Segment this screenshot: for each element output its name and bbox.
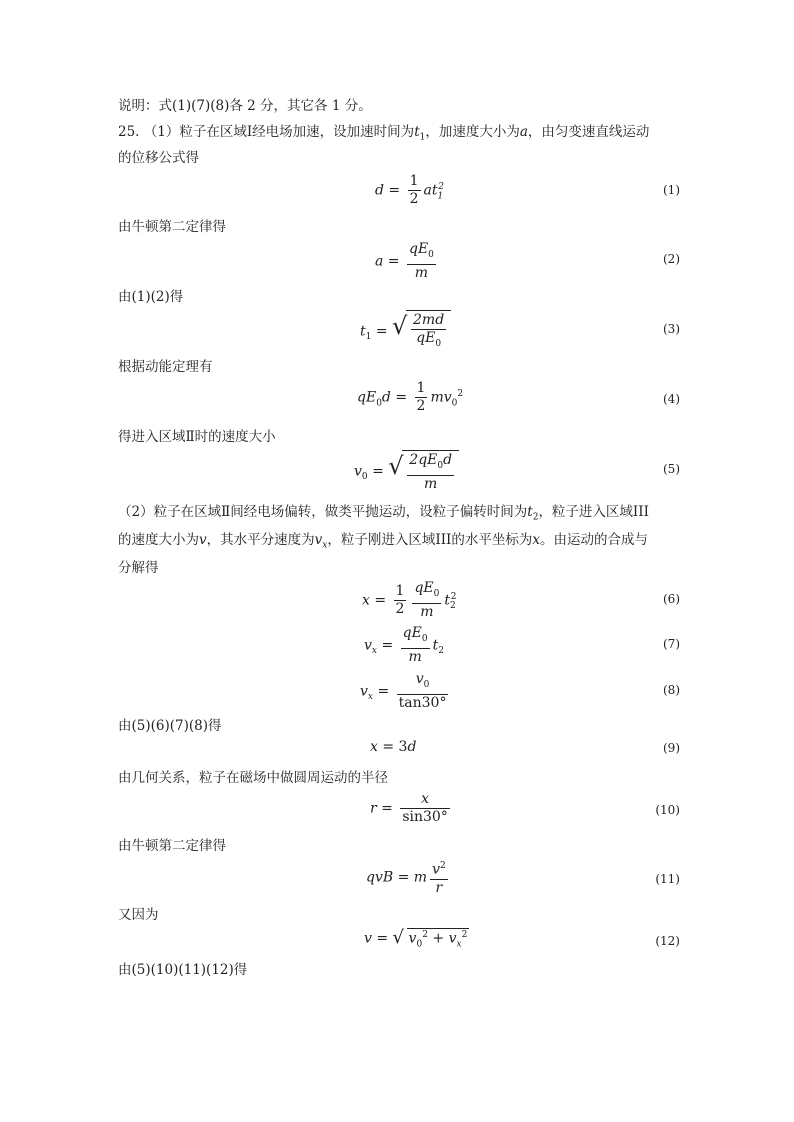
equation-10: r = $\frac{x}{\sin 30^\circ}$	[370, 791, 448, 825]
equation-number-4: (4)	[663, 392, 680, 406]
equation-8: $v_x$ = $\frac{v_0}{\tan 30^\circ}$	[360, 671, 447, 711]
equation-number-11: (11)	[655, 872, 680, 886]
scoring-note: 说明：式(1)(7)(8)各 2 分，其它各 1 分。	[118, 98, 372, 114]
equation-2: a = $\frac{qE_0}{m}$	[375, 241, 434, 281]
equation-number-5: (5)	[663, 462, 680, 476]
equation-1: d = $\frac{1}{2}$ $at_1^2$	[375, 173, 444, 207]
text-line: 根据动能定理有	[118, 359, 213, 375]
equation-5: $v_0$ = √ $\frac{2qE_0d}{m}$	[354, 450, 459, 493]
equation-number-2: (2)	[663, 252, 680, 266]
problem-25-intro: 25. （1）粒子在区域Ⅰ经电场加速，设加速时间为$t_1$，加速度大小为a，由匀变速直线运动	[118, 124, 650, 143]
equation-6: x = $\frac{1}{2}$ $\frac{qE_0}{m}$ $t_2^2$	[362, 580, 457, 620]
equation-number-10: (10)	[655, 803, 680, 817]
text-line: 由牛顿第二定律得	[118, 219, 226, 235]
equation-4: $qE_0d$ = $\frac{1}{2}$ $mv_0^2$	[357, 380, 464, 414]
equation-3: $t_1$ = √ $\frac{2md}{qE_0}$	[360, 310, 451, 353]
equation-number-7: (7)	[663, 637, 680, 651]
equation-11: qvB = m $\frac{v^2}{r}$	[366, 858, 451, 897]
equation-number-6: (6)	[663, 592, 680, 606]
text-line: 的速度大小为v，其水平分速度为$v_x$，粒子刚进入区域III的水平坐标为x。由运动的合成与	[118, 532, 648, 551]
equation-9: x = 3d	[370, 739, 417, 755]
text-line: 得进入区域Ⅱ时的速度大小	[118, 429, 276, 445]
equation-number-9: (9)	[663, 741, 680, 755]
equation-number-8: (8)	[663, 683, 680, 697]
text-line: 分解得	[118, 560, 159, 576]
equation-7: $v_x$ = $\frac{qE_0}{m}$ $t_2$	[364, 625, 444, 665]
text-line: 由(1)(2)得	[118, 289, 184, 305]
equation-number-1: (1)	[663, 183, 680, 197]
equation-12: v = √ $v_0^2 + v_x^2$	[364, 927, 468, 950]
text-line: 由(5)(6)(7)(8)得	[118, 718, 222, 734]
equation-number-12: (12)	[655, 934, 680, 948]
text-line: 又因为	[118, 907, 159, 923]
equation-number-3: (3)	[663, 322, 680, 336]
text-line: 由几何关系，粒子在磁场中做圆周运动的半径	[118, 770, 388, 786]
part-2-intro: （2）粒子在区域Ⅱ间经电场偏转，做类平抛运动，设粒子偏转时间为$t_2$，粒子进入区域III	[118, 504, 649, 523]
text-line: 的位移公式得	[118, 150, 199, 166]
text-line: 由牛顿第二定律得	[118, 838, 226, 854]
text-line: 由(5)(10)(11)(12)得	[118, 962, 248, 978]
